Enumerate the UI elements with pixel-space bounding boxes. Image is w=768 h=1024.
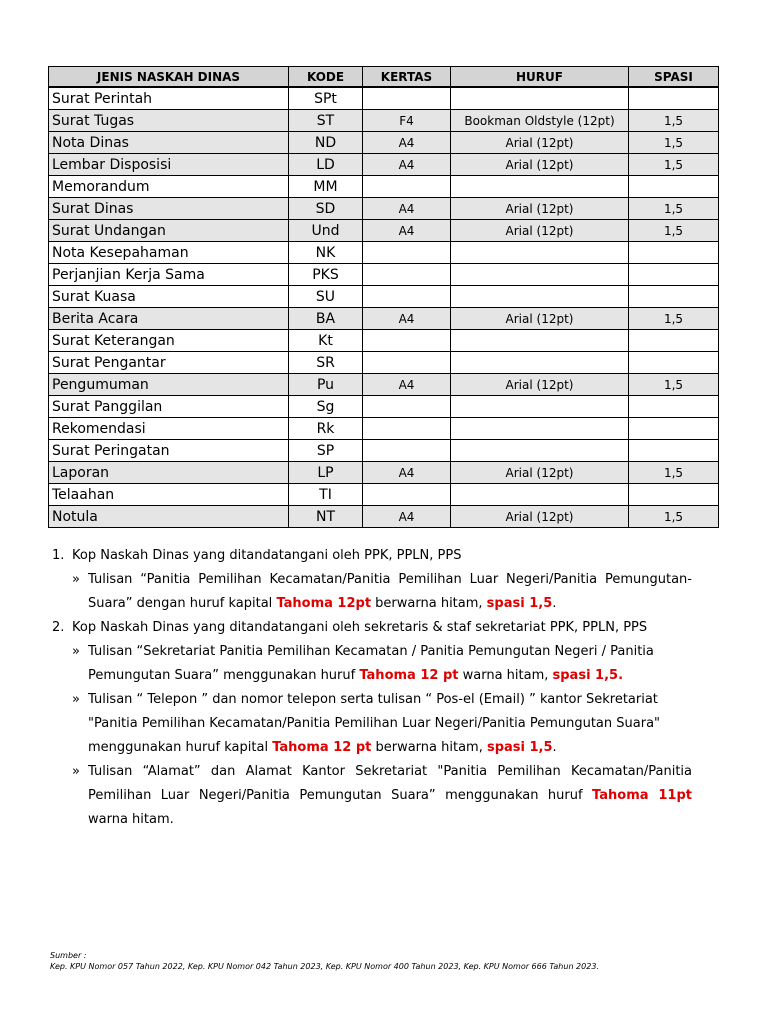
- arrow-bullet-icon: »: [72, 764, 80, 779]
- cell-kertas: [363, 440, 451, 462]
- cell-kertas: A4: [363, 154, 451, 176]
- cell-kertas: [363, 264, 451, 286]
- note-1a-mid: berwarna hitam,: [371, 596, 487, 611]
- cell-kode: Sg: [289, 396, 363, 418]
- cell-kode: SU: [289, 286, 363, 308]
- cell-spasi: 1,5: [629, 132, 719, 154]
- cell-spasi: 1,5: [629, 308, 719, 330]
- cell-spasi: [629, 264, 719, 286]
- table-row: [49, 110, 719, 132]
- table-row: [49, 308, 719, 330]
- note-2c: [52, 760, 692, 832]
- cell-kertas: [363, 176, 451, 198]
- cell-jenis: Surat Peringatan: [49, 440, 289, 462]
- cell-huruf: [451, 484, 629, 506]
- cell-spasi: 1,5: [629, 462, 719, 484]
- naskah-dinas-table: [48, 66, 719, 528]
- cell-kode: BA: [289, 308, 363, 330]
- note-2a: [52, 640, 692, 688]
- cell-kode: TI: [289, 484, 363, 506]
- cell-huruf: Bookman Oldstyle (12pt): [451, 110, 629, 132]
- cell-spasi: 1,5: [629, 198, 719, 220]
- note-2a-spacing: spasi 1,5.: [552, 668, 624, 683]
- cell-spasi: 1,5: [629, 154, 719, 176]
- cell-jenis: Surat Kuasa: [49, 286, 289, 308]
- table-row: [49, 484, 719, 506]
- cell-spasi: 1,5: [629, 374, 719, 396]
- table-row: [49, 286, 719, 308]
- source-label: Sumber :: [50, 951, 87, 960]
- cell-jenis: Perjanjian Kerja Sama: [49, 264, 289, 286]
- table-row: [49, 242, 719, 264]
- cell-spasi: [629, 330, 719, 352]
- header-huruf: HURUF: [451, 67, 629, 88]
- cell-huruf: [451, 264, 629, 286]
- table-row: [49, 396, 719, 418]
- note-2: [52, 616, 692, 640]
- cell-kode: Und: [289, 220, 363, 242]
- cell-kode: NK: [289, 242, 363, 264]
- note-1: [52, 544, 692, 568]
- cell-huruf: [451, 352, 629, 374]
- cell-huruf: Arial (12pt): [451, 462, 629, 484]
- note-2c-text: Tulisan “Alamat” dan Alamat Kantor Sekretariat "Panitia Pemilihan Kecamatan/Panitia Pemilihan Luar Negeri/Panitia Pemungutan Suara” menggunakan huruf: [88, 764, 692, 803]
- note-1-number: 1.: [52, 548, 65, 563]
- cell-kode: Kt: [289, 330, 363, 352]
- note-2b-end: .: [552, 740, 557, 755]
- cell-jenis: Surat Tugas: [49, 110, 289, 132]
- cell-huruf: Arial (12pt): [451, 154, 629, 176]
- cell-spasi: 1,5: [629, 220, 719, 242]
- cell-jenis: Berita Acara: [49, 308, 289, 330]
- table-row: [49, 440, 719, 462]
- cell-huruf: [451, 440, 629, 462]
- cell-kertas: [363, 286, 451, 308]
- cell-kode: SP: [289, 440, 363, 462]
- cell-kertas: [363, 330, 451, 352]
- note-2b-font: Tahoma 12 pt: [272, 740, 372, 755]
- cell-spasi: [629, 87, 719, 110]
- cell-huruf: [451, 396, 629, 418]
- note-2a-mid: warna hitam,: [458, 668, 553, 683]
- cell-kertas: A4: [363, 198, 451, 220]
- cell-kertas: A4: [363, 374, 451, 396]
- table-row: [49, 330, 719, 352]
- note-2b: [52, 688, 692, 760]
- cell-kertas: A4: [363, 132, 451, 154]
- cell-kode: SD: [289, 198, 363, 220]
- cell-kode: ND: [289, 132, 363, 154]
- cell-huruf: [451, 176, 629, 198]
- cell-jenis: Laporan: [49, 462, 289, 484]
- cell-jenis: Pengumuman: [49, 374, 289, 396]
- cell-huruf: [451, 242, 629, 264]
- note-2b-text: Tulisan “ Telepon ” dan nomor telepon serta tulisan “ Pos-el (Email) ” kantor Sekretariat "Panitia Pemilihan Kecamatan/Panitia Pemilihan Luar Negeri/Panitia Pemungutan Suara" menggunakan huruf kapital: [88, 692, 661, 755]
- cell-jenis: Surat Dinas: [49, 198, 289, 220]
- cell-jenis: Nota Dinas: [49, 132, 289, 154]
- table-row: [49, 264, 719, 286]
- arrow-bullet-icon: »: [72, 572, 80, 587]
- cell-spasi: [629, 352, 719, 374]
- cell-huruf: Arial (12pt): [451, 220, 629, 242]
- table-row: [49, 462, 719, 484]
- cell-kode: MM: [289, 176, 363, 198]
- cell-spasi: [629, 418, 719, 440]
- table-row: [49, 132, 719, 154]
- cell-kertas: F4: [363, 110, 451, 132]
- table-row: [49, 154, 719, 176]
- cell-spasi: [629, 242, 719, 264]
- note-2b-mid: berwarna hitam,: [371, 740, 487, 755]
- cell-jenis: Notula: [49, 506, 289, 528]
- cell-kertas: [363, 352, 451, 374]
- cell-kode: SPt: [289, 87, 363, 110]
- note-2c-font: Tahoma 11pt: [592, 788, 692, 803]
- cell-kode: ST: [289, 110, 363, 132]
- table-body: [49, 87, 719, 528]
- header-kode: KODE: [289, 67, 363, 88]
- cell-kertas: [363, 242, 451, 264]
- cell-jenis: Nota Kesepahaman: [49, 242, 289, 264]
- cell-kode: Rk: [289, 418, 363, 440]
- header-spasi: SPASI: [629, 67, 719, 88]
- cell-huruf: [451, 418, 629, 440]
- header-kertas: KERTAS: [363, 67, 451, 88]
- cell-huruf: Arial (12pt): [451, 506, 629, 528]
- cell-jenis: Surat Pengantar: [49, 352, 289, 374]
- table-row: [49, 506, 719, 528]
- cell-kode: Pu: [289, 374, 363, 396]
- cell-huruf: Arial (12pt): [451, 198, 629, 220]
- cell-kertas: [363, 484, 451, 506]
- cell-spasi: [629, 286, 719, 308]
- cell-kertas: [363, 418, 451, 440]
- note-2c-end: warna hitam.: [88, 812, 174, 827]
- cell-spasi: 1,5: [629, 110, 719, 132]
- note-2-number: 2.: [52, 620, 65, 635]
- cell-jenis: Memorandum: [49, 176, 289, 198]
- note-1a-text: Tulisan “Panitia Pemilihan Kecamatan/Panitia Pemilihan Luar Negeri/Panitia Pemungutan-Suara” dengan huruf kapital: [88, 572, 692, 611]
- note-1a: [52, 568, 692, 616]
- cell-jenis: Surat Undangan: [49, 220, 289, 242]
- table-row: [49, 87, 719, 110]
- arrow-bullet-icon: »: [72, 644, 80, 659]
- note-1a-spacing: spasi 1,5: [486, 596, 553, 611]
- cell-kertas: A4: [363, 308, 451, 330]
- cell-jenis: Telaahan: [49, 484, 289, 506]
- cell-huruf: [451, 87, 629, 110]
- cell-huruf: Arial (12pt): [451, 132, 629, 154]
- cell-spasi: [629, 176, 719, 198]
- notes-section: [52, 544, 692, 832]
- note-1-text: Kop Naskah Dinas yang ditandatangani oleh PPK, PPLN, PPS: [72, 548, 462, 563]
- note-2b-spacing: spasi 1,5: [486, 740, 553, 755]
- cell-huruf: [451, 286, 629, 308]
- cell-huruf: Arial (12pt): [451, 374, 629, 396]
- table-header-row: [49, 67, 719, 88]
- cell-kertas: A4: [363, 462, 451, 484]
- header-jenis: JENIS NASKAH DINAS: [49, 67, 289, 88]
- cell-kode: SR: [289, 352, 363, 374]
- table-row: [49, 374, 719, 396]
- note-1a-font: Tahoma 12pt: [276, 596, 372, 611]
- table-row: [49, 198, 719, 220]
- cell-kertas: [363, 87, 451, 110]
- cell-spasi: [629, 396, 719, 418]
- note-2-text: Kop Naskah Dinas yang ditandatangani oleh sekretaris & staf sekretariat PPK, PPLN, PPS: [72, 620, 648, 635]
- table-row: [49, 418, 719, 440]
- cell-huruf: [451, 330, 629, 352]
- cell-kode: LP: [289, 462, 363, 484]
- cell-huruf: Arial (12pt): [451, 308, 629, 330]
- cell-kertas: [363, 396, 451, 418]
- arrow-bullet-icon: »: [72, 692, 80, 707]
- cell-kode: NT: [289, 506, 363, 528]
- note-1a-end: .: [552, 596, 557, 611]
- table-row: [49, 176, 719, 198]
- cell-spasi: [629, 440, 719, 462]
- cell-kertas: A4: [363, 506, 451, 528]
- cell-jenis: Rekomendasi: [49, 418, 289, 440]
- cell-spasi: [629, 484, 719, 506]
- note-2a-text: Tulisan “Sekretariat Panitia Pemilihan Kecamatan / Panitia Pemungutan Negeri / Panitia Pemungutan Suara” menggunakan huruf: [88, 644, 654, 683]
- cell-jenis: Surat Panggilan: [49, 396, 289, 418]
- table-row: [49, 220, 719, 242]
- cell-jenis: Surat Keterangan: [49, 330, 289, 352]
- cell-kode: LD: [289, 154, 363, 176]
- table-row: [49, 352, 719, 374]
- source-text: Kep. KPU Nomor 057 Tahun 2022, Kep. KPU Nomor 042 Tahun 2023, Kep. KPU Nomor 400 Tahun 2023, Kep. KPU Nomor 666 Tahun 2023.: [50, 962, 599, 971]
- note-2a-font: Tahoma 12 pt: [359, 668, 459, 683]
- cell-kertas: A4: [363, 220, 451, 242]
- cell-spasi: 1,5: [629, 506, 719, 528]
- source-footnote: [50, 950, 730, 972]
- cell-kode: PKS: [289, 264, 363, 286]
- cell-jenis: Surat Perintah: [49, 87, 289, 110]
- cell-jenis: Lembar Disposisi: [49, 154, 289, 176]
